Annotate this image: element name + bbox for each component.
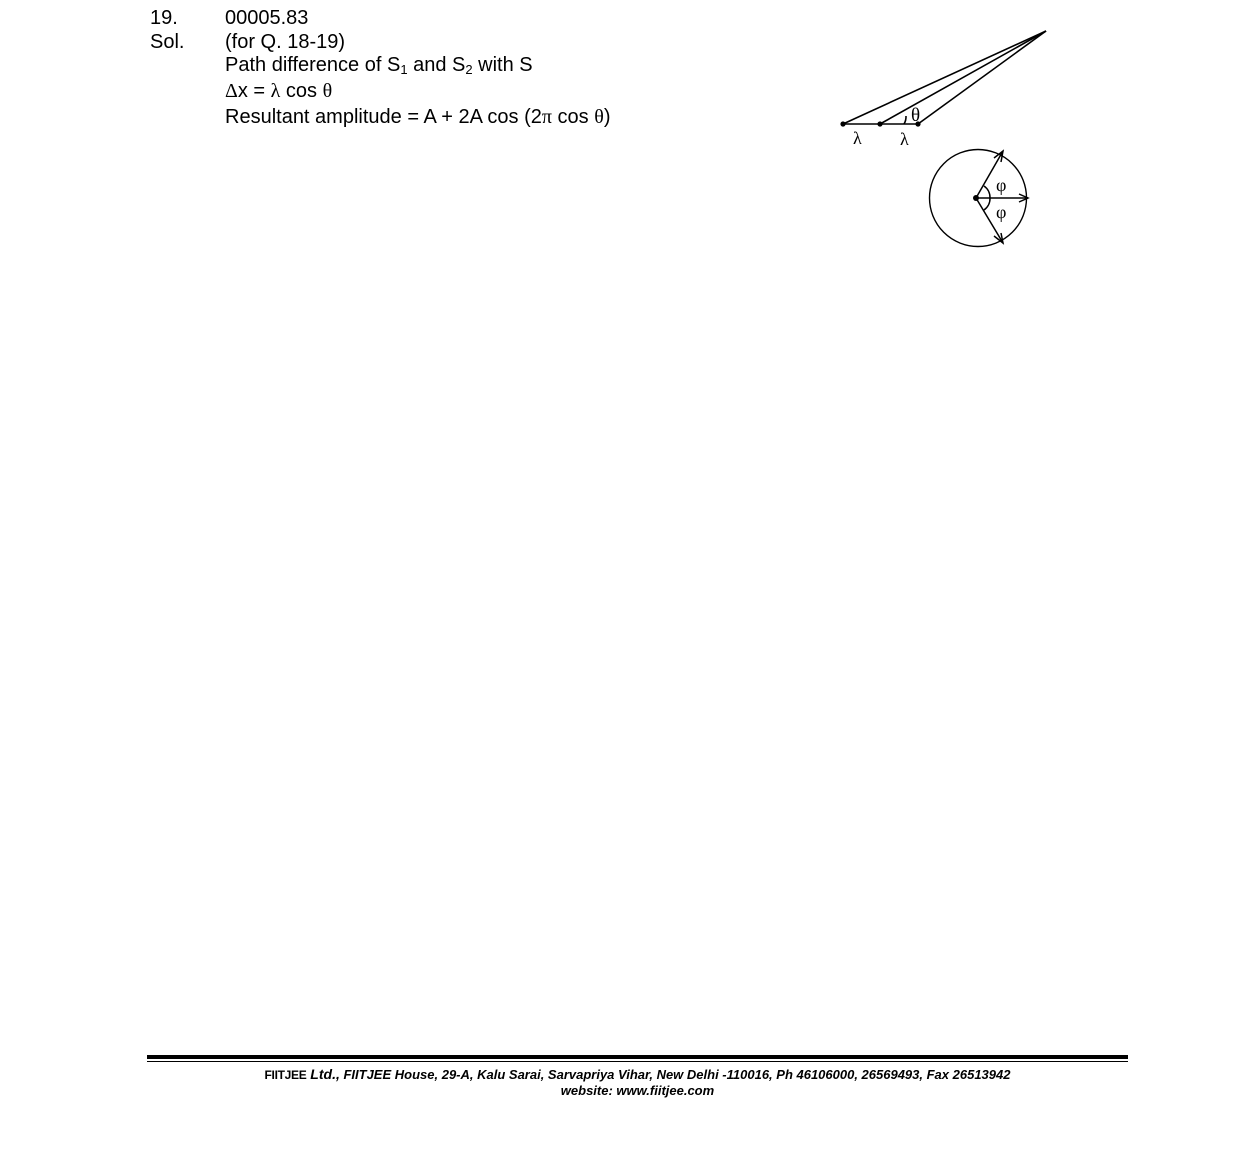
resultant-theta-symbol: θ bbox=[594, 106, 604, 128]
pi-symbol: π bbox=[541, 106, 552, 128]
footer-rule-thin bbox=[147, 1061, 1128, 1062]
delta-x-part-b: cos bbox=[280, 80, 323, 102]
phi-arc-lower bbox=[984, 198, 990, 210]
resultant-prefix: Resultant amplitude = A + 2A cos (2 bbox=[225, 106, 542, 128]
delta-symbol: Δ bbox=[225, 80, 238, 102]
path-diff-suffix: with S bbox=[472, 54, 533, 76]
theta-symbol: θ bbox=[322, 80, 333, 102]
footer-website: website: www.fiitjee.com bbox=[560, 1083, 715, 1098]
footer-rule-thick bbox=[147, 1055, 1128, 1059]
lambda-symbol: λ bbox=[270, 80, 281, 102]
question-number: 19. bbox=[150, 7, 178, 29]
lambda-label-1: λ bbox=[853, 128, 862, 148]
path-diff-prefix: Path difference of S bbox=[225, 54, 401, 76]
footer-address-line bbox=[147, 1067, 1128, 1083]
ray-line-3 bbox=[918, 31, 1046, 124]
footer-ltd: Ltd., bbox=[306, 1066, 340, 1082]
solution-label: Sol. bbox=[150, 31, 185, 53]
footer bbox=[147, 1067, 1128, 1098]
delta-x-part-a: x = bbox=[237, 80, 271, 102]
path-diff-sub1: 1 bbox=[400, 62, 408, 77]
source-point-2 bbox=[877, 121, 882, 126]
phi-arc-upper bbox=[984, 186, 990, 198]
source-point-1 bbox=[840, 121, 845, 126]
ray-line-2 bbox=[880, 31, 1046, 124]
footer-brand: FIITJEE bbox=[264, 1068, 307, 1082]
solution-scope: (for Q. 18-19) bbox=[225, 31, 346, 53]
phi-label-upper: φ bbox=[996, 175, 1007, 195]
path-diff-sub2: 2 bbox=[465, 62, 473, 77]
theta-arc bbox=[904, 116, 906, 124]
footer-address: FIITJEE House, 29-A, Kalu Sarai, Sarvapriya Vihar, New Delhi -110016, Ph 46106000, 26569493, Fax 26513942 bbox=[339, 1067, 1011, 1082]
resultant-suffix: ) bbox=[603, 106, 611, 128]
resultant-mid: cos bbox=[551, 106, 595, 128]
source-geometry-diagram bbox=[0, 0, 1238, 260]
triangle-theta-label: θ bbox=[911, 105, 921, 126]
phi-label-lower: φ bbox=[996, 202, 1007, 222]
lambda-label-2: λ bbox=[900, 129, 909, 149]
path-diff-mid: and S bbox=[407, 54, 466, 76]
ray-line-1 bbox=[843, 31, 1046, 124]
answer-value: 00005.83 bbox=[225, 7, 309, 29]
